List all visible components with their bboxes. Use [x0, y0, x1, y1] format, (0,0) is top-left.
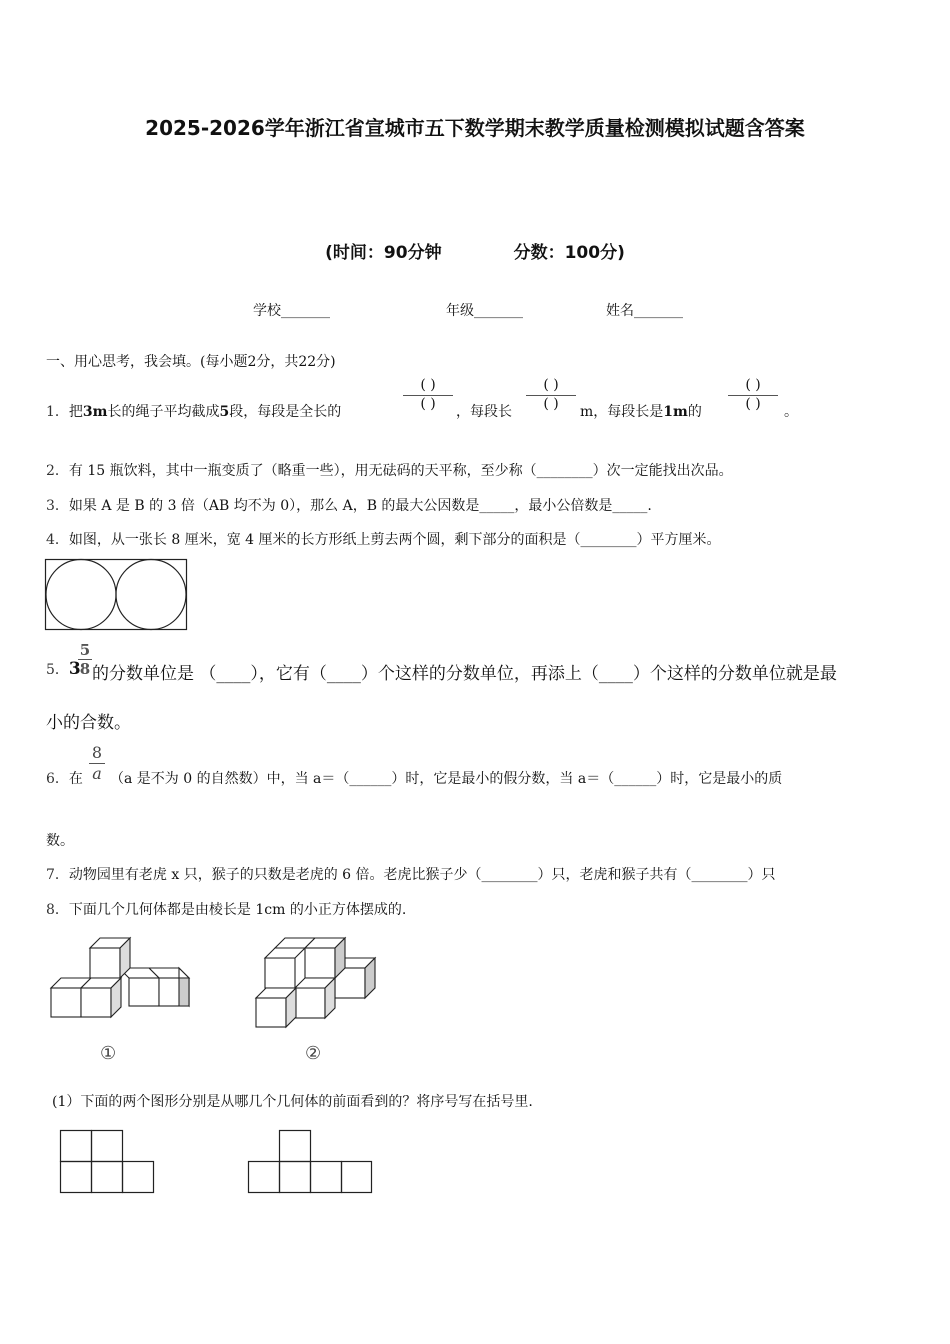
q7-number: 7．	[46, 867, 69, 883]
q1-length: 3m	[82, 404, 108, 420]
q4-text: 如图，从一张长 8 厘米，宽 4 厘米的长方形纸上剪去两个圆，剩下部分的面积是（________）平方厘米。	[68, 532, 721, 548]
q1-text-c: 段，每段是全长的	[229, 404, 342, 420]
q5-text-cont: 小的合数。	[46, 713, 131, 733]
q1-text-e	[580, 401, 702, 421]
q1-blank-fraction-2[interactable]	[526, 377, 576, 412]
q1-text-e2: 的	[687, 404, 702, 420]
solid-2-label: ②	[305, 1043, 322, 1064]
q6-text: （a 是不为 0 的自然数）中，当 a＝（______）时，它是最小的假分数，当 a＝（______）时，它是最小的质	[110, 771, 783, 787]
q6-denominator: a	[92, 764, 102, 783]
q1-blank-den-3[interactable]: ( )	[745, 396, 761, 412]
question-5	[46, 659, 81, 679]
q1-unit: 1m	[663, 404, 688, 420]
q1-text-e1: m，每段长是	[580, 404, 664, 420]
q8-text: 下面几个几何体都是由棱长是 1cm 的小正方体摆成的.	[68, 902, 407, 918]
q1-segments: 5	[219, 404, 230, 420]
school-field[interactable]: 学校_______	[253, 303, 330, 319]
q1-blank-fraction-1[interactable]	[403, 377, 453, 412]
q5-whole: 3	[68, 659, 81, 679]
q7-text: 动物园里有老虎 x 只，猴子的只数是老虎的 6 倍。老虎比猴子少（________）只，老虎和猴子共有（________）只	[68, 867, 776, 883]
name-field[interactable]: 姓名_______	[606, 303, 683, 319]
q5-numerator: 5	[79, 641, 91, 659]
q5-text: 的分数单位是 （____），它有（____）个这样的分数单位，再添上（____）个这样的分数单位就是最	[92, 664, 837, 684]
q1-blank-den-1[interactable]: ( )	[420, 396, 436, 412]
q4-number: 4．	[46, 532, 69, 548]
solid-figure-1	[50, 938, 192, 1018]
q8-number: 8．	[46, 902, 69, 918]
page-title: 2025-2026学年浙江省宣城市五下数学期末教学质量检测模拟试题含答案	[145, 116, 805, 140]
q1-blank-num-2[interactable]: ( )	[543, 377, 559, 393]
q3-text: 如果 A 是 B 的 3 倍（AB 均不为 0），那么 A，B 的最大公因数是_____，最小公倍数是_____.	[68, 498, 652, 514]
q6-numerator: 8	[91, 743, 103, 762]
q1-blank-num-3[interactable]: ( )	[745, 377, 761, 393]
score-label: 分数：100分)	[513, 243, 625, 263]
section-heading: 一、用心思考，我会填。(每小题2分，共22分)	[46, 354, 336, 370]
q2-text: 有 15 瓶饮料，其中一瓶变质了（略重一些），用无砝码的天平称，至少称（________）次一定能找出次品。	[68, 463, 733, 479]
q1-blank-fraction-3[interactable]	[728, 377, 778, 412]
q5-number: 5．	[46, 662, 69, 678]
q1-text-b: 长的绳子平均截成	[107, 404, 220, 420]
q8-sub-1: (1）下面的两个图形分别是从哪几个几何体的前面看到的？将序号写在括号里.	[52, 1094, 533, 1110]
question-2	[46, 460, 733, 480]
front-view-2	[248, 1130, 373, 1194]
q1-text-d: ，每段长	[456, 404, 512, 420]
rectangle-two-circles-figure	[45, 559, 188, 631]
q1-text-f: 。	[784, 404, 798, 420]
question-3	[46, 495, 652, 515]
question-8	[46, 899, 406, 919]
q3-number: 3．	[46, 498, 69, 514]
question-4	[46, 529, 721, 549]
q1-blank-num-1[interactable]: ( )	[420, 377, 436, 393]
question-1	[46, 401, 341, 421]
exam-time-score	[0, 238, 950, 263]
q2-number: 2．	[46, 463, 69, 479]
grade-field[interactable]: 年级_______	[446, 303, 523, 319]
q6-text-cont: 数。	[46, 833, 74, 849]
q6-number: 6．	[46, 771, 69, 787]
question-7	[46, 864, 776, 884]
q1-number: 1．	[46, 404, 69, 420]
q1-blank-den-2[interactable]: ( )	[543, 396, 559, 412]
q6-fraction	[89, 743, 105, 783]
solid-1-label: ①	[100, 1043, 117, 1064]
time-label: (时间：90分钟	[325, 243, 442, 263]
q6-text-a: 在	[68, 771, 83, 787]
q5-fraction	[78, 641, 92, 678]
front-view-1	[60, 1130, 154, 1194]
q5-denominator: 8	[79, 660, 91, 678]
solid-figure-2	[255, 938, 377, 1028]
question-6	[46, 768, 83, 788]
q1-text-a: 把	[68, 404, 83, 420]
